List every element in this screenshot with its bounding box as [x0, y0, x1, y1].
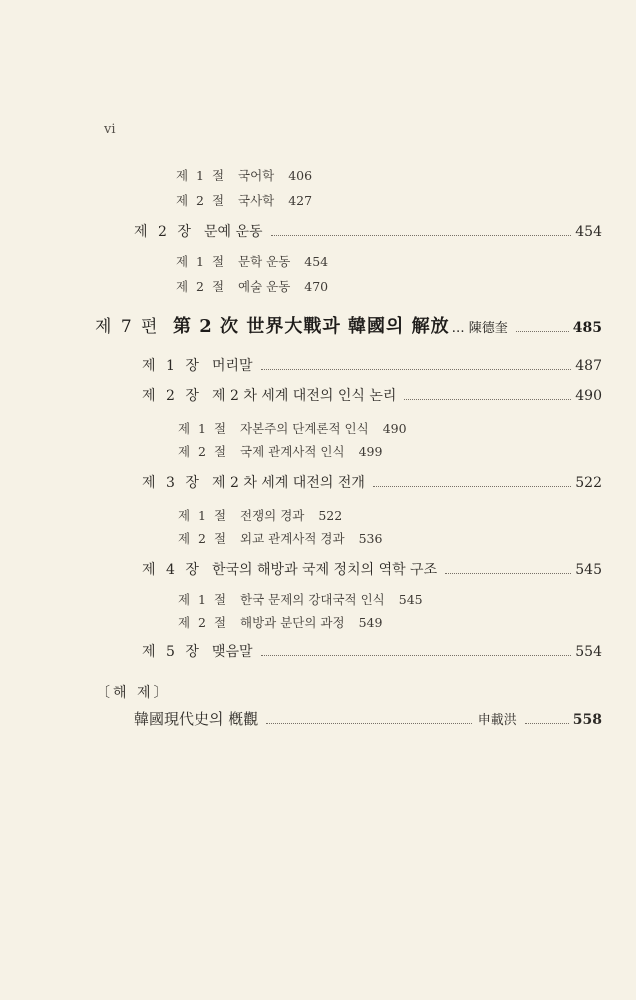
dot-leader	[516, 331, 569, 332]
section-title: 국제 관계사적 인식	[240, 444, 345, 459]
page-number: 490	[382, 421, 407, 436]
toc-section-entry[interactable]	[178, 442, 382, 460]
section-title: 한국 문제의 강대국적 인식	[240, 592, 385, 607]
page-number: 454	[304, 254, 329, 269]
section-title: 해방과 분단의 과정	[240, 615, 345, 630]
toc-section-entry[interactable]	[178, 506, 342, 524]
section-number: 제 1 절	[178, 508, 229, 523]
page-number: 499	[358, 444, 383, 459]
toc-section-entry[interactable]	[178, 590, 423, 608]
toc-chapter-entry[interactable]	[142, 641, 602, 661]
chapter-number: 제 2 장	[134, 224, 194, 240]
chapter-number: 제 5 장	[142, 644, 202, 660]
chapter-title: 문예 운동	[204, 224, 263, 240]
chapter-number: 제 1 장	[142, 358, 202, 374]
page-number: 536	[358, 531, 383, 546]
section-number: 제 1 절	[176, 254, 227, 269]
section-number: 제 2 절	[176, 193, 227, 208]
page-number: 406	[288, 168, 313, 183]
page-number: 490	[575, 388, 602, 404]
toc-section-entry[interactable]	[176, 166, 312, 184]
toc-section-entry[interactable]	[178, 419, 407, 437]
dot-leader	[261, 655, 572, 656]
toc-chapter-entry[interactable]	[142, 559, 602, 579]
commentary-heading: 〔해 제〕	[96, 685, 171, 701]
chapter-number: 제 2 장	[142, 388, 202, 404]
toc-section-entry[interactable]	[176, 277, 328, 295]
section-title: 예술 운동	[238, 279, 291, 294]
chapter-title: 맺음말	[212, 644, 253, 660]
section-title: 전쟁의 경과	[240, 508, 305, 523]
page-folio: vi	[104, 122, 116, 137]
page-number: 522	[575, 475, 602, 491]
section-title: 문학 운동	[238, 254, 291, 269]
chapter-title: 한국의 해방과 국제 정치의 역학 구조	[212, 562, 438, 578]
toc-section-entry[interactable]	[178, 613, 382, 631]
toc-chapter-entry[interactable]	[142, 472, 602, 492]
page-number: 522	[318, 508, 343, 523]
section-title: 국어학	[238, 168, 275, 183]
chapter-title: 제 2 차 세계 대전의 인식 논리	[212, 388, 397, 404]
commentary-title: 韓國現代史의 槪觀	[134, 710, 259, 728]
toc-chapter-entry[interactable]	[142, 385, 602, 405]
page-number: 427	[288, 193, 313, 208]
dot-leader	[266, 723, 471, 724]
dot-leader	[525, 723, 569, 724]
dot-leader	[373, 486, 571, 487]
toc-chapter-entry[interactable]	[142, 355, 602, 375]
section-number: 제 1 절	[176, 168, 227, 183]
section-title: 국사학	[238, 193, 275, 208]
section-number: 제 2 절	[178, 531, 229, 546]
toc-part-entry[interactable]	[95, 312, 602, 338]
toc-section-entry[interactable]	[178, 529, 382, 547]
page-number: 549	[358, 615, 383, 630]
section-title: 자본주의 단계론적 인식	[240, 421, 369, 436]
page-number: 554	[575, 644, 602, 660]
toc-commentary-entry[interactable]	[134, 708, 602, 729]
chapter-number: 제 3 장	[142, 475, 202, 491]
chapter-title: 제 2 차 세계 대전의 전개	[212, 475, 365, 491]
part-title: 第 2 次 世界大戰과 韓國의 解放	[173, 316, 450, 337]
dot-leader	[271, 235, 572, 236]
section-number: 제 1 절	[178, 421, 229, 436]
page-number: 454	[575, 224, 602, 240]
dot-leader	[261, 369, 572, 370]
dot-leader	[445, 573, 571, 574]
commentary-author: 申載洪	[477, 713, 517, 728]
toc-section-entry[interactable]	[176, 191, 312, 209]
chapter-title: 머리말	[212, 358, 253, 374]
toc-chapter-entry[interactable]	[134, 221, 602, 241]
page-number: 485	[572, 320, 602, 336]
section-title: 외교 관계사적 경과	[240, 531, 345, 546]
page-number: 558	[572, 712, 602, 728]
part-author: … 陳德奎	[451, 321, 508, 336]
toc-section-entry[interactable]	[176, 252, 328, 270]
page-number: 545	[575, 562, 602, 578]
chapter-number: 제 4 장	[142, 562, 202, 578]
page-number: 545	[398, 592, 423, 607]
dot-leader	[404, 399, 571, 400]
section-number: 제 1 절	[178, 592, 229, 607]
page-number: 487	[575, 358, 602, 374]
page-number: 470	[304, 279, 329, 294]
section-number: 제 2 절	[178, 444, 229, 459]
part-number: 제 7 편	[95, 317, 160, 337]
section-number: 제 2 절	[178, 615, 229, 630]
section-number: 제 2 절	[176, 279, 227, 294]
